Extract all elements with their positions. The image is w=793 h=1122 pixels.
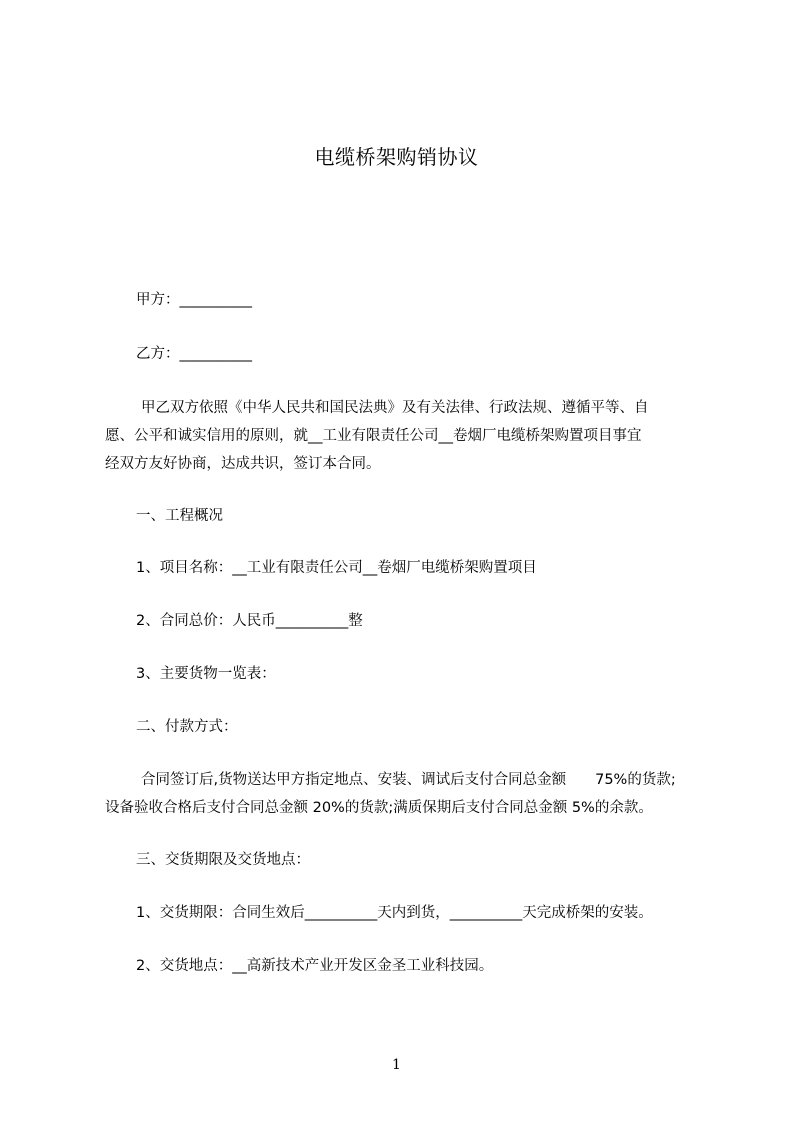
payment-line-2: 设备验收合格后支付合同总金额 20%的货款;满质保期后支付合同总金额 5%的余款。	[105, 800, 653, 816]
document-title: 电缆桥架购销协议	[314, 145, 479, 169]
intro-line-1: 甲乙双方依照《中华人民共和国民法典》及有关法律、行政法规、遵循平等、自	[141, 400, 649, 416]
party-b-line: 乙方：__________	[136, 346, 252, 362]
section-1-item-project-name: 1、项目名称：__工业有限责任公司__卷烟厂电缆桥架购置项目	[136, 560, 537, 576]
section-3-item-delivery-period: 1、交货期限：合同生效后__________天内到货，__________天完成桥架的安装。	[136, 905, 653, 921]
section-1-item-goods-list: 3、主要货物一览表：	[136, 666, 276, 682]
payment-line-1: 合同签订后,货物送达甲方指定地点、安装、调试后支付合同总金额 75%的货款;	[141, 772, 676, 788]
section-3-heading: 三、交货期限及交货地点：	[136, 852, 310, 868]
section-3-item-delivery-place: 2、交货地点：__高新技术产业开发区金圣工业科技园。	[136, 958, 494, 974]
party-a-line: 甲方：__________	[136, 292, 252, 308]
intro-line-3: 经双方友好协商，达成共识，签订本合同。	[105, 456, 381, 472]
section-1-heading: 一、工程概况	[136, 508, 223, 524]
intro-line-2: 愿、公平和诚实信用的原则，就__工业有限责任公司__卷烟厂电缆桥架购置项目事宜	[105, 428, 642, 444]
section-2-heading: 二、付款方式：	[136, 719, 238, 735]
section-1-item-contract-price: 2、合同总价：人民币__________整	[136, 613, 363, 629]
page-number: 1	[392, 1057, 401, 1073]
